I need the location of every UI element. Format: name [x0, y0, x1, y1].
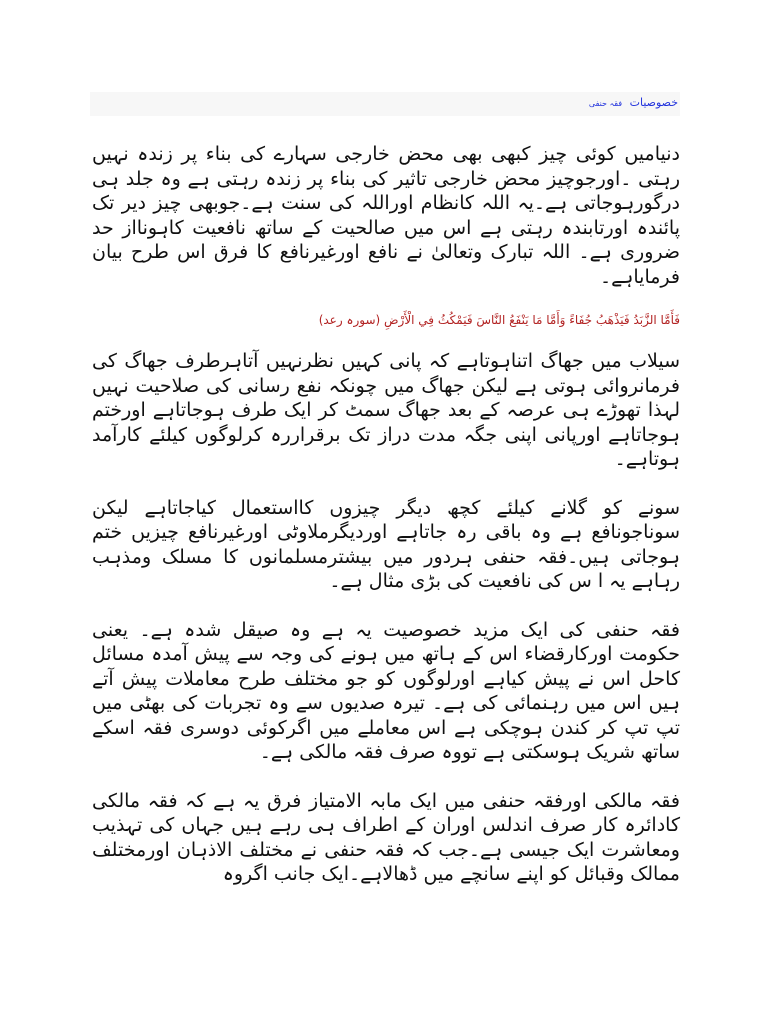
paragraph-1: دنیامیں کوئی چیز کبھی بھی محض خارجی سہارے کی بناء پر زندہ نہیں رہتی ۔اورجوچیز محض خارجی تاثیر کی بناء پر زندہ رہتی ہے وہ جلد ہی درگورہوجاتی ہے۔یہ اللہ کانظام اوراللہ کی سنت ہے۔جوبھی چیز دیر تک پائندہ اورتابندہ رہتی ہے اس میں صالحیت کے ساتھ نافعیت کاہونااز حد ضروری ہے۔ اللہ تبارک وتعالیٰ نے نافع اورغیرنافع کا فرق اس طرح بیان فرمایاہے۔ — [92, 143, 680, 288]
page-title-sub: فقہ حنفی — [588, 99, 623, 108]
page-title — [589, 96, 678, 109]
page-header — [90, 92, 680, 116]
paragraph-2: سیلاب میں جھاگ اتناہوتاہے کہ پانی کہیں نظرنہیں آتاہرطرف جھاگ کی فرمانروائی ہوتی ہے لیکن جھاگ میں چونکہ نفع رسانی کی صلاحیت نہیں لہذا تھوڑے ہی عرصہ کے بعد جھاگ سمٹ کر ایک طرف ہوجاتاہے اورختم ہوجاتاہے اورپانی اپنی جگہ مدت دراز تک برقراررہ کرلوگوں کیلئے کارآمد ہوتاہے۔ — [92, 350, 680, 470]
paragraph-3: سونے کو گلانے کیلئے کچھ دیگر چیزوں کااستعمال کیاجاتاہے لیکن سوناجونافع ہے وہ باقی رہ جاتاہے اوردیگرملاوٹی اورغیرنافع چیزیں ختم ہوجاتی ہیں۔فقہ حنفی ہردور میں بیشترمسلمانوں کا مسلک ومذہب رہاہے یہ ا س کی نافعیت کی بڑی مثال ہے۔ — [92, 496, 680, 592]
quran-verse: فَأَمَّا الزَّبَدُ فَيَذْهَبُ جُفَاءً وَأَمَّا مَا يَنْفَعُ النَّاسَ فَيَمْكُثُ فِي الْأَرْضِ (سورہ رعد) — [318, 313, 680, 327]
paragraph-4: فقہ حنفی کی ایک مزید خصوصیت یہ ہے وہ صیقل شدہ ہے۔ یعنی حکومت اورکارقضاء اس کے ہاتھ میں ہونے کی وجہ سے پیش آمدہ مسائل کاحل اس نے پیش کیاہے اورلوگوں کو جو مختلف طرح معاملات پیش آتے ہیں اس میں رہنمائی کی ہے۔ تیرہ صدیوں سے وہ تجربات کی بھٹی میں تپ تپ کر کندن ہوچکی ہے اس معاملے میں اگرکوئی دوسری فقہ اسکے ساتھ شریک ہوسکتی ہے تووہ صرف فقہ مالکی ہے۔ — [92, 618, 680, 763]
page-title-main: خصوصیات — [629, 96, 678, 109]
document-body — [92, 142, 680, 887]
paragraph-5: فقہ مالکی اورفقہ حنفی میں ایک مابہ الامتیاز فرق یہ ہے کہ فقہ مالکی کادائرہ کار صرف اندلس اوران کے اطراف ہی رہے ہیں جہاں کی تہذیب ومعاشرت ایک جیسی ہے۔جب کہ فقہ حنفی نے مختلف الاذہان اورمختلف ممالک وقبائل کو اپنے سانچے میں ڈھالاہے۔ایک جانب اگروہ — [92, 789, 680, 885]
